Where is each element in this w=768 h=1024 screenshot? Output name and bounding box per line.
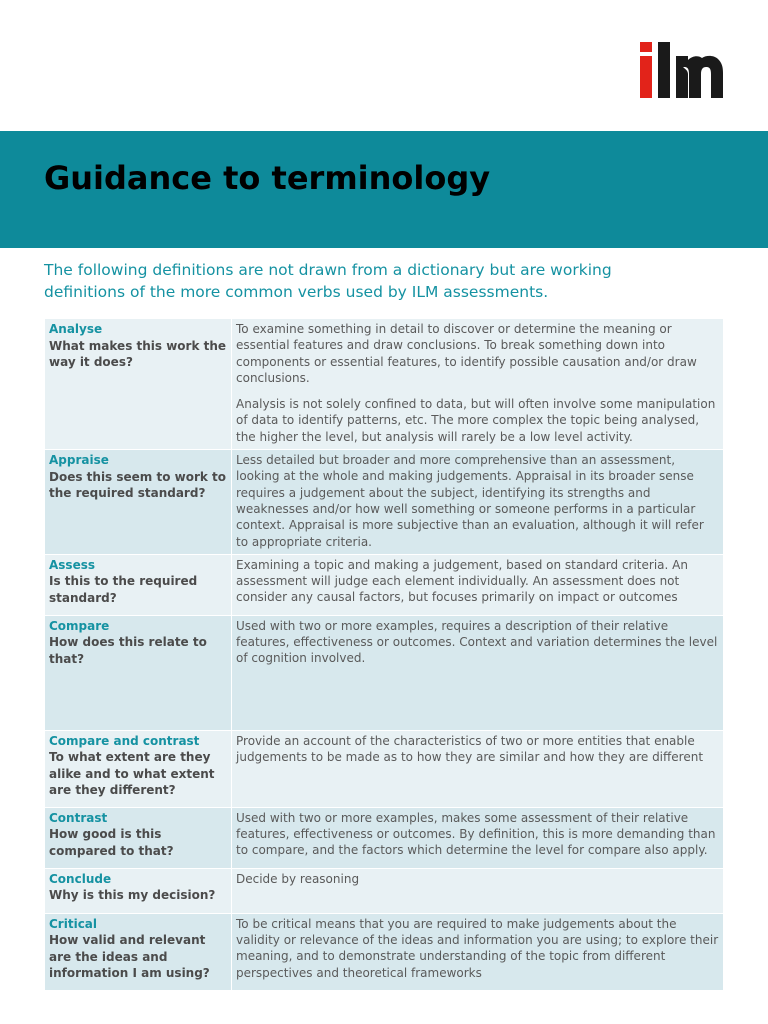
table-row	[45, 319, 724, 450]
definition-paragraph: To be critical means that you are required to make judgements about the validity or relevance of the ideas and information you are using; to explore their meaning, and to demonstrate understanding of the topic from different perspectives and theoretical frameworks	[236, 916, 719, 980]
term-name: Conclude	[49, 871, 112, 886]
definition-paragraph: Analysis is not solely confined to data, but will often involve some manipulation of data to identify patterns, etc. The more complex the topic being analysed, the higher the level, but analysis will rarely be a low level activity.	[236, 397, 716, 444]
intro-text	[44, 259, 684, 303]
term-name: Analyse	[49, 322, 103, 336]
term-question: To what extent are they alike and to what extent are they different?	[49, 750, 215, 798]
term-question: How good is this compared to that?	[49, 827, 174, 858]
definition-paragraph: Provide an account of the characteristics of two or more entities that enable judgements to be made as to how they are similar and how they are different	[236, 733, 704, 765]
table-row	[45, 807, 724, 868]
definition-cell	[232, 868, 724, 913]
term-name: Compare and contrast	[49, 733, 200, 748]
term-question: How valid and relevant are the ideas and information I am using?	[49, 933, 210, 981]
page-title: Guidance to terminology	[44, 159, 491, 198]
table-row	[45, 868, 724, 913]
term-name: Assess	[49, 557, 95, 572]
table-row	[45, 554, 724, 615]
definition-cell	[232, 730, 724, 807]
ilm-logo	[638, 40, 726, 100]
definition-paragraph: Decide by reasoning	[236, 871, 360, 886]
term-cell	[45, 615, 232, 730]
term-cell	[45, 730, 232, 807]
definition-paragraph: Used with two or more examples, requires a description of their relative features, effectiveness or outcomes. Context and variation determines the level of cognition involved.	[236, 618, 718, 666]
term-name: Appraise	[49, 453, 109, 468]
table-row	[45, 615, 724, 730]
term-question: How does this relate to that?	[49, 635, 207, 666]
term-cell	[45, 868, 232, 913]
terminology-table	[44, 318, 724, 991]
definition-paragraph: Less detailed but broader and more comprehensive than an assessment, looking at the whole and making judgements. Appraisal in its broader sense requires a judgement about the subject, identifying its strengths and weaknesses and/or how well something or someone performs in a particular context. Appraisal is more subjective than an evaluation, although it will refer to appropriate criteria.	[236, 453, 704, 549]
definition-paragraph: To examine something in detail to discover or determine the meaning or essential features and draw conclusions. To break something down into components or essential features, to identify possible causation and/or draw conclusions.	[236, 322, 697, 385]
term-question: What makes this work the way it does?	[49, 338, 227, 369]
definition-cell	[232, 554, 724, 615]
term-question: Is this to the required standard?	[49, 574, 198, 605]
logo-m	[676, 56, 723, 98]
term-name: Compare	[49, 618, 110, 633]
definition-cell	[232, 913, 724, 990]
term-cell	[45, 554, 232, 615]
intro-line-1: The following definitions are not drawn from a dictionary but are working	[44, 261, 612, 279]
term-cell	[45, 450, 232, 555]
logo-l-stem	[658, 42, 670, 98]
definition-cell	[232, 450, 724, 555]
logo-i-dot	[640, 42, 652, 52]
term-cell	[45, 913, 232, 990]
term-question: Does this seem to work to the required standard?	[49, 469, 227, 501]
term-name: Critical	[49, 916, 98, 931]
table-row	[45, 913, 724, 990]
definition-cell	[232, 615, 724, 730]
table-row	[45, 450, 724, 555]
term-name: Contrast	[49, 810, 108, 825]
definition-cell	[232, 807, 724, 868]
table-row	[45, 730, 724, 807]
term-cell	[45, 807, 232, 868]
definition-cell	[232, 319, 724, 450]
intro-line-2: definitions of the more common verbs used by ILM assessments.	[44, 283, 549, 301]
term-question: Why is this my decision?	[49, 888, 216, 903]
term-cell	[45, 319, 232, 450]
definition-paragraph: Examining a topic and making a judgement, based on standard criteria. An assessment will judge each element individually. An assessment does not consider any causal factors, but focuses primarily on impact or outcomes	[236, 557, 688, 605]
logo-i-stem	[640, 56, 652, 98]
definition-paragraph: Used with two or more examples, makes some assessment of their relative features, effectiveness or outcomes. By definition, this is more demanding than to compare, and the factors which determine the level for compare also apply.	[236, 810, 716, 858]
